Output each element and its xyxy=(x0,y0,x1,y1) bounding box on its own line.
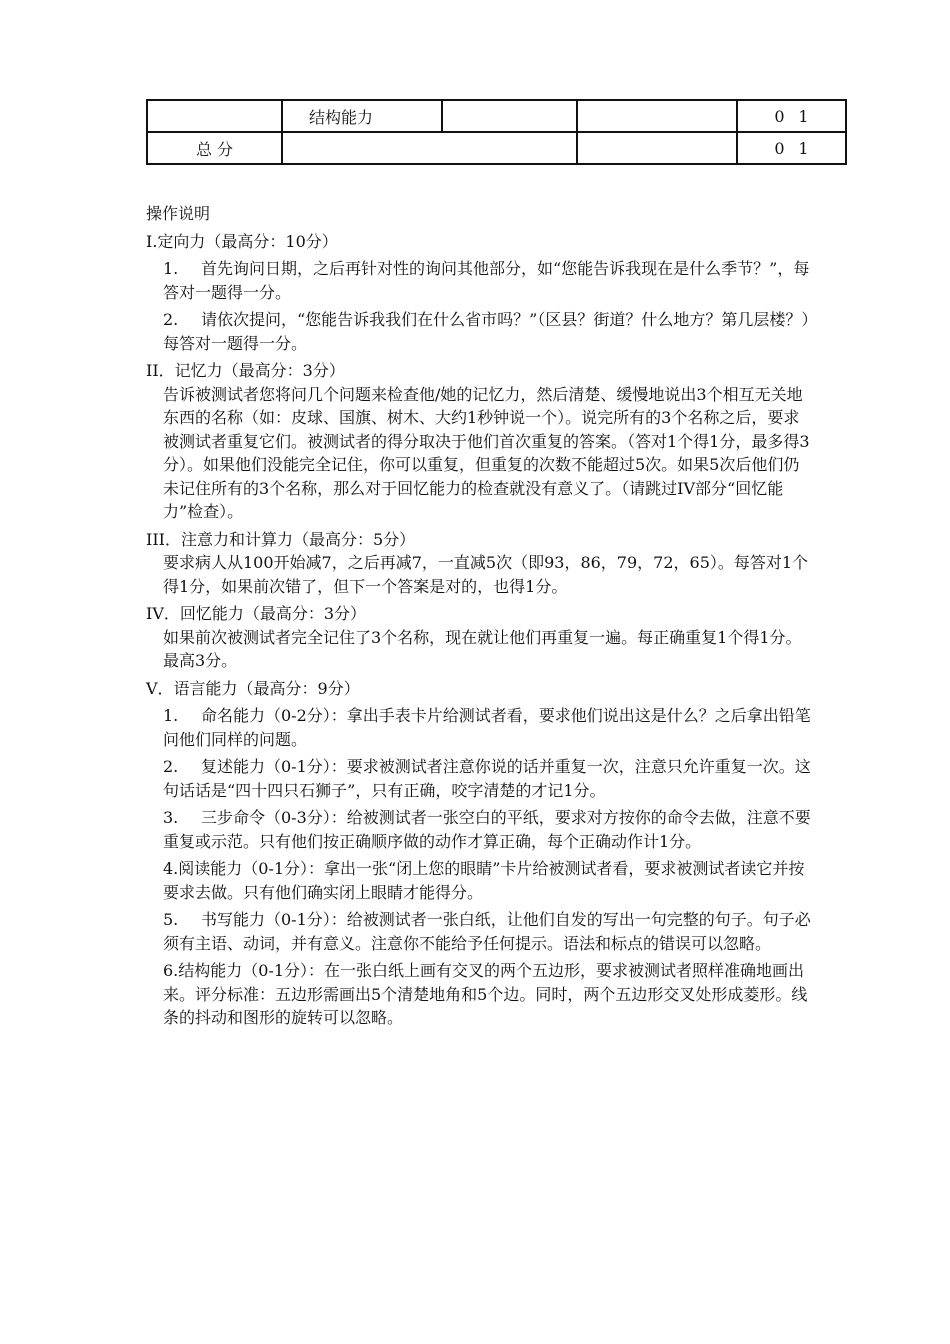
section-heading: III．注意力和计算力（最高分：5分） xyxy=(146,529,416,549)
item-text: 结构能力（0-1分）：在一张白纸上画有交叉的两个五边形，要求被测试者照样准确地画出来。评分标准：五边形需画出5个清楚地角和5个边。同时，两个五边形交叉处形成菱形。线条的抖动和图形的旋转可以忽略。 xyxy=(163,961,808,1027)
item-text: 三步命令（0-3分）：给被测试者一张空白的平纸，要求对方按你的命令去做，注意不要重复或示范。只有他们按正确顺序做的动作才算正确，每个正确动作计1分。 xyxy=(163,808,811,851)
list-item xyxy=(146,857,811,904)
section-text: 要求病人从100开始减7，之后再减7，一直减5次（即93，86，79，72，65）。每答对1个得1分，如果前次错了，但下一个答案是对的，也得1分。 xyxy=(163,553,809,596)
section-text: 告诉被测试者您将问几个问题来检查他/她的记忆力，然后清楚、缓慢地说出3个相互无关地东西的名称（如：皮球、国旗、树木、大约1秒钟说一个）。说完所有的3个名称之后，要求被测试者重复它们。被测试者的得分取决于他们首次重复的答案。（答对1个得1分，最多得3分）。如果他们没能完全记住，你可以重复，但重复的次数不能超过5次。如果5次后他们仍未记住所有的3个名称，那么对于回忆能力的检查就没有意义了。（请跳过IV部分“回忆能力”检查）。 xyxy=(163,384,810,521)
item-number: 4. xyxy=(163,859,179,878)
item-text: 复述能力（0-1分）：要求被测试者注意你说的话并重复一次，注意只允许重复一次。这句话话是“四十四只石狮子”，只有正确，咬字清楚的才记1分。 xyxy=(163,757,811,800)
score-one: 1 xyxy=(798,138,809,158)
table-cell xyxy=(577,132,737,164)
section-text: 如果前次被测试者完全记住了3个名称，现在就让他们再重复一遍。每正确重复1个得1分。最高3分。 xyxy=(163,627,802,670)
item-number: 2. xyxy=(163,757,179,776)
item-number: 2. xyxy=(163,310,179,329)
instructions xyxy=(146,202,811,1030)
total-label-cell: 总 分 xyxy=(147,132,282,164)
table-cell xyxy=(577,100,737,132)
item-text: 请依次提问，“您能告诉我我们在什么省市吗？”（区县？街道？什么地方？第几层楼？）每答对一题得一分。 xyxy=(163,310,810,353)
table-cell xyxy=(282,132,577,164)
score-options-cell xyxy=(737,132,846,164)
item-text: 阅读能力（0-1分）：拿出一张“闭上您的眼睛”卡片给被测试者看，要求被测试者读它并按要求去做。只有他们确实闭上眼睛才能得分。 xyxy=(163,859,805,902)
item-name-cell: 结构能力 xyxy=(282,100,442,132)
table-row xyxy=(147,132,846,164)
item-text: 命名能力（0-2分）：拿出手表卡片给测试者看，要求他们说出这是什么？之后拿出铅笔问他们同样的问题。 xyxy=(163,706,811,749)
score-zero: 0 xyxy=(774,138,785,158)
score-options-cell xyxy=(737,100,846,132)
table-cell xyxy=(442,100,577,132)
list-item xyxy=(146,257,811,304)
table-cell xyxy=(147,100,282,132)
section-heading: V．语言能力（最高分：9分） xyxy=(146,678,360,698)
item-number: 5. xyxy=(163,910,179,929)
instructions-title: 操作说明 xyxy=(146,204,211,223)
item-text: 书写能力（0-1分）：给被测试者一张白纸，让他们自发的写出一句完整的句子。句子必须有主语、动词，并有意义。注意你不能给予任何提示。语法和标点的错误可以忽略。 xyxy=(163,910,811,953)
section-heading: II．记忆力（最高分：3分） xyxy=(146,361,345,380)
item-number: 3. xyxy=(163,808,179,827)
item-number: 1. xyxy=(163,706,179,725)
section-heading: I.定向力（最高分：10分） xyxy=(146,231,338,251)
score-table xyxy=(146,99,847,165)
section-heading: IV．回忆能力（最高分：3分） xyxy=(146,604,367,623)
item-number: 1. xyxy=(163,259,179,278)
score-zero: 0 xyxy=(774,106,785,126)
item-text: 首先询问日期，之后再针对性的询问其他部分，如“您能告诉我现在是什么季节？”，每答对一题得一分。 xyxy=(163,259,810,302)
list-item xyxy=(146,908,811,955)
list-item xyxy=(146,959,811,1030)
list-item xyxy=(146,755,811,802)
score-one: 1 xyxy=(798,106,809,126)
list-item xyxy=(146,806,811,853)
list-item xyxy=(146,704,811,751)
list-item xyxy=(146,308,811,355)
item-number: 6. xyxy=(163,961,179,980)
table-row xyxy=(147,100,846,132)
